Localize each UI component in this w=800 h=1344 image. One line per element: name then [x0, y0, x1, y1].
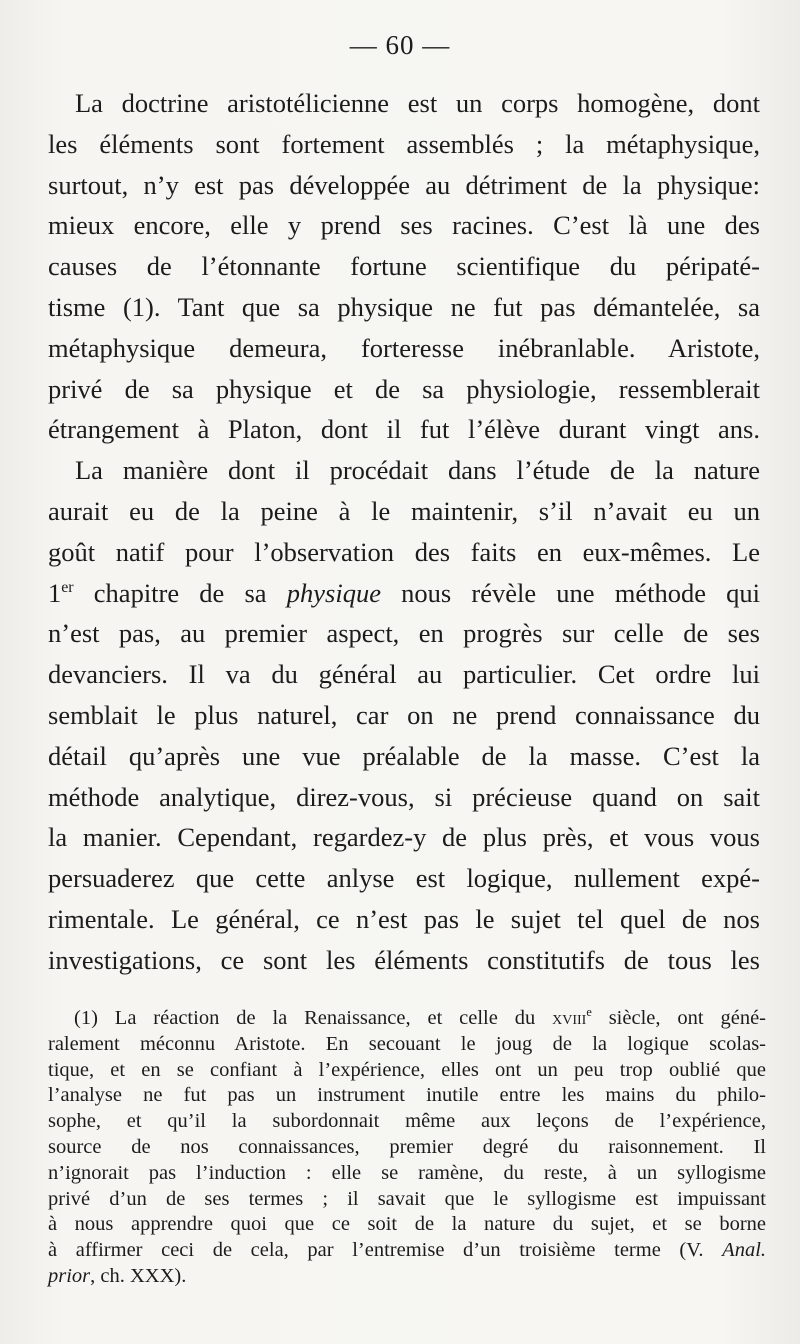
footnote-line: l’analyse ne fut pas un instrument inutile entre les mains du philo- — [48, 1084, 766, 1107]
footnote-fragment: , ch. XXX). — [90, 1264, 187, 1287]
italic-title: physique — [286, 577, 381, 608]
text-line: devanciers. Il va du général au particulier. Cet ordre lui — [48, 659, 760, 690]
line-fragment: chapitre de sa — [93, 577, 267, 608]
footnote-line-with-italic — [48, 1238, 766, 1264]
ordinal-superscript: er — [61, 578, 74, 596]
page-number: — 60 — — [349, 30, 451, 60]
century-superscript: e — [586, 1005, 592, 1020]
footnote-fragment: à affirmer ceci de cela, par l’entremise d’un troisième terme (V. — [48, 1239, 704, 1262]
text-line: goût natif pour l’observation des faits en eux-mêmes. Le — [48, 536, 760, 567]
line-fragment: nous révèle une méthode qui — [401, 577, 761, 608]
italic-reference: prior — [48, 1264, 91, 1287]
text-line: La manière dont il procédait dans l’étude de la nature — [75, 455, 760, 486]
text-line: causes de l’étonnante fortune scientifique du péripaté- — [48, 251, 760, 282]
italic-reference: Anal. — [722, 1239, 767, 1262]
text-line: n’est pas, au premier aspect, en progrès sur celle de ses — [48, 618, 760, 649]
footnote-line: à nous apprendre quoi que ce soit de la nature du sujet, et se borne — [48, 1213, 766, 1236]
footnote-line: source de nos connaissances, premier degré du raisonnement. Il — [48, 1135, 766, 1158]
footnote-line-end — [48, 1264, 766, 1290]
footnote-line: tique, et en se confiant à l’expérience, elles ont un peu trop oublié que — [48, 1058, 766, 1081]
text-line: semblait le plus naturel, car on ne prend connaissance du — [48, 699, 760, 730]
text-line: la manier. Cependant, regardez-y de plus près, et vous vous — [48, 822, 760, 853]
text-line: détail qu’après une vue préalable de la masse. C’est la — [48, 740, 760, 771]
footnote-line: ralement méconnu Aristote. En secouant le joug de la logique scolas- — [48, 1032, 766, 1055]
footnote-line: sophe, et qu’il la subordonnait même aux leçons de l’expérience, — [48, 1110, 766, 1133]
footnote-line: privé d’un de ses termes ; il savait que le syllogisme est impuissant — [48, 1187, 766, 1210]
text-line: méthode analytique, direz-vous, si précieuse quand on sait — [48, 781, 760, 812]
footnote — [48, 1006, 766, 1290]
text-line: mieux encore, elle y prend ses racines. C’est là une des — [48, 210, 760, 241]
text-line: La doctrine aristotélicienne est un corps homogène, dont — [75, 88, 760, 118]
text-line: rimentale. Le général, ce n’est pas le sujet tel quel de nos — [48, 903, 760, 934]
century-numeral: xviii — [552, 1007, 587, 1029]
footnote-line — [48, 1006, 766, 1032]
text-line: les éléments sont fortement assemblés ; la métaphysique, — [48, 128, 760, 159]
text-line: aurait eu de la peine à le maintenir, s’il n’avait eu un — [48, 495, 760, 526]
text-line: métaphysique demeura, forteresse inébranlable. Aristote, — [48, 332, 760, 363]
text-line: persuaderez que cette anlyse est logique, nullement expé- — [48, 863, 760, 894]
text-line-with-italic — [48, 573, 760, 614]
text-line: étrangement à Platon, dont il fut l’élève durant vingt ans. — [48, 414, 760, 445]
main-text — [48, 83, 760, 981]
text-line: privé de sa physique et de sa physiologie, ressemblerait — [48, 373, 760, 404]
text-line: surtout, n’y est pas développée au détriment de la physique: — [48, 169, 760, 200]
footnote-fragment: siècle, ont géné- — [608, 1007, 766, 1029]
footnote-fragment: (1) La réaction de la Renaissance, et celle du — [74, 1007, 536, 1029]
text-line: tisme (1). Tant que sa physique ne fut pas démantelée, sa — [48, 291, 760, 322]
chapter-number: 1 — [48, 577, 62, 608]
footnote-line: n’ignorait pas l’induction : elle se ramène, du reste, à un syllogisme — [48, 1161, 766, 1184]
text-line: investigations, ce sont les éléments constitutifs de tous les — [48, 944, 760, 975]
